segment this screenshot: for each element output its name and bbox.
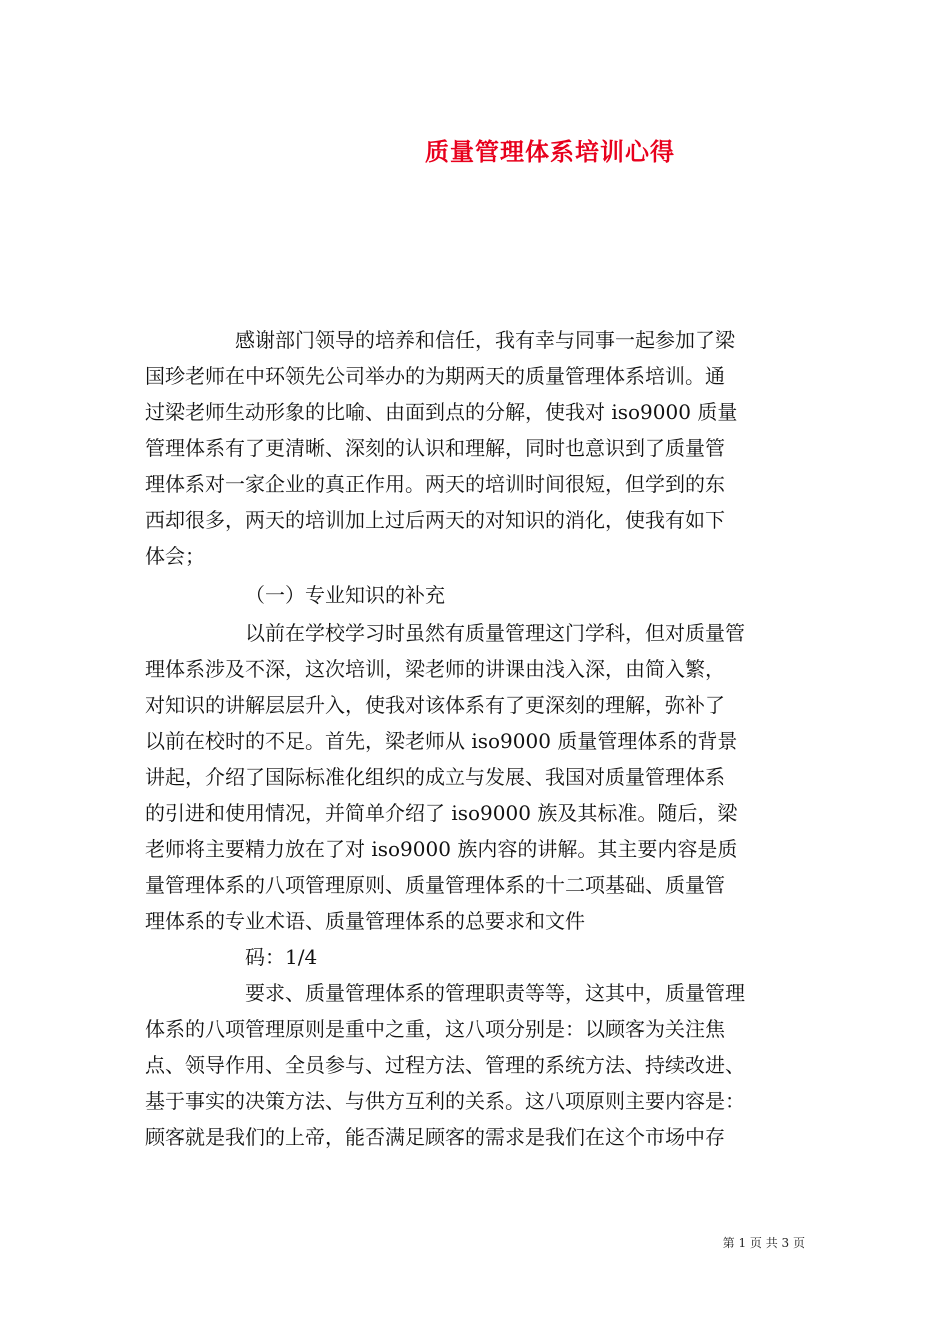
paragraph-line: 管理体系有了更清晰、深刻的认识和理解，同时也意识到了质量管	[145, 436, 725, 460]
paragraph-line: 顾客就是我们的上帝，能否满足顾客的需求是我们在这个市场中存	[145, 1125, 725, 1149]
paragraph-line: 理体系涉及不深，这次培训，梁老师的讲课由浅入深，由简入繁，	[145, 657, 725, 681]
paragraph-line: 要求、质量管理体系的管理职责等等，这其中，质量管理	[245, 981, 745, 1005]
paragraph-line: 量管理体系的八项管理原则、质量管理体系的十二项基础、质量管	[145, 873, 725, 897]
paragraph-line: 讲起，介绍了国际标准化组织的成立与发展、我国对质量管理体系	[145, 765, 725, 789]
paragraph-line: 西却很多，两天的培训加上过后两天的对知识的消化，使我有如下	[145, 508, 725, 532]
paragraph-line: 理体系对一家企业的真正作用。两天的培训时间很短，但学到的东	[145, 472, 725, 496]
paragraph-line: 的引进和使用情况，并简单介绍了 iso9000 族及其标准。随后，梁	[145, 801, 738, 825]
paragraph-line: 过梁老师生动形象的比喻、由面到点的分解，使我对 iso9000 质量	[145, 400, 738, 424]
paragraph-line: 以前在学校学习时虽然有质量管理这门学科，但对质量管	[245, 621, 745, 645]
paragraph-line: 对知识的讲解层层升入，使我对该体系有了更深刻的理解，弥补了	[145, 693, 725, 717]
paragraph-line: 老师将主要精力放在了对 iso9000 族内容的讲解。其主要内容是质	[145, 837, 738, 861]
paragraph-line: 国珍老师在中环领先公司举办的为期两天的质量管理体系培训。通	[145, 364, 725, 388]
paragraph-line: 体会；	[145, 544, 205, 568]
paragraph-line: 体系的八项管理原则是重中之重，这八项分别是：以顾客为关注焦	[145, 1017, 725, 1041]
document-title: 质量管理体系培训心得	[425, 137, 675, 166]
section-heading: （一）专业知识的补充	[245, 583, 445, 607]
paragraph-line: 感谢部门领导的培养和信任，我有幸与同事一起参加了梁	[235, 328, 735, 352]
paragraph-line: 以前在校时的不足。首先，梁老师从 iso9000 质量管理体系的背景	[145, 729, 738, 753]
paragraph-line: 理体系的专业术语、质量管理体系的总要求和文件	[145, 909, 585, 933]
paragraph-line: 点、领导作用、全员参与、过程方法、管理的系统方法、持续改进、	[145, 1053, 745, 1077]
paragraph-line: 基于事实的决策方法、与供方互利的关系。这八项原则主要内容是：	[145, 1089, 745, 1113]
code-marker: 码：1/4	[245, 945, 318, 969]
page-number-footer: 第 1 页 共 3 页	[722, 1236, 805, 1250]
